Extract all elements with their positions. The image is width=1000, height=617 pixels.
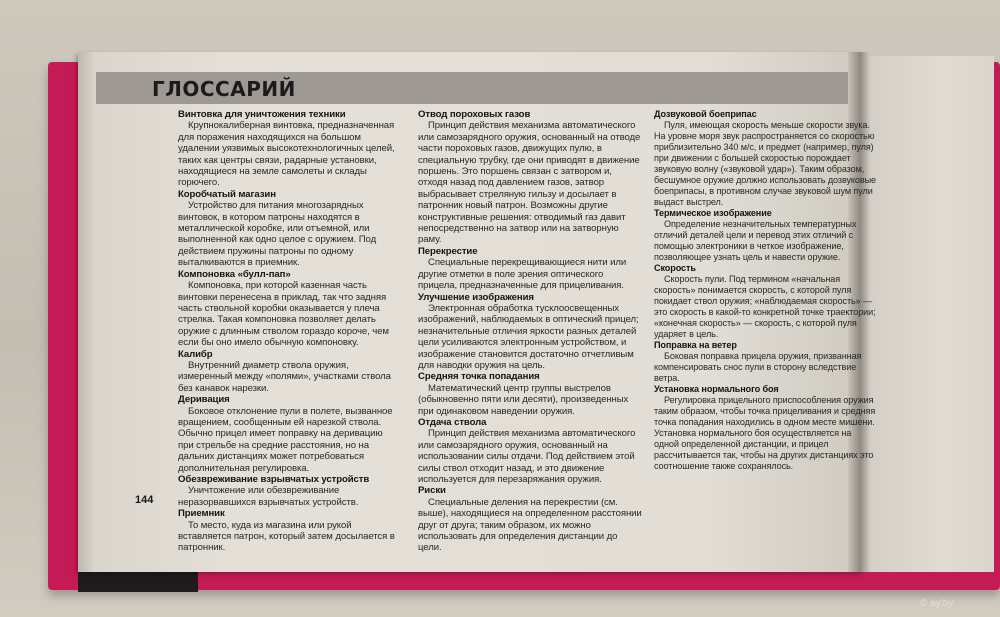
glossary-definition: Специальные деления на перекрестии (см. выше), находящиеся на определенном расстоянии друг от друга; таким образом, их можно использовать для определения дистанции до цели.	[418, 496, 642, 554]
glossary-definition: Специальные перекрещивающиеся нити или другие отметки в поле зрения оптического прицела, предназначенные для прицеливания.	[418, 257, 627, 292]
glossary-definition: Скорость пули. Под термином «начальная скорость» понимается скорость, с которой пуля покидает ствол оружия; «наблюдаемая скорость» — это скорость в какой-то конкретной точке траектории; «конечная скорость» — скорость, с которой пуля ударяет в цель.	[654, 274, 876, 339]
glossary-definition: Определение незначительных температурных отличий деталей цели и перевод этих отличий с помощью электроники в четкое изображение, позволяющее узнать цель и навести оружие.	[654, 219, 857, 262]
glossary-term: Улучшение изображения	[418, 291, 534, 303]
watermark: © ay.by	[920, 598, 954, 609]
glossary-definition: Регулировка прицельного приспособления оружия таким образом, чтобы точка прицеливания и средняя точка попадания находились в одном месте мишени. Установка нормального боя осуществляется на одной определенной дистанции, и прицел рассчитывается так, чтобы на других дистанциях это соотношение также сохранялось.	[654, 395, 876, 471]
page-number: 144	[135, 494, 154, 506]
glossary-term: Скорость	[654, 263, 696, 273]
glossary-term: Поправка на ветер	[654, 340, 737, 350]
glossary-definition: Электронная обработка тусклоосвещенных изображений, наблюдаемых в оптический прицел; незначительные отличия яркости разных деталей цели усиливаются электронным устройством, и изображение становится достаточно отчетливым для наводки оружия на цель.	[418, 302, 639, 371]
glossary-term: Винтовка для уничтожения техники	[178, 109, 346, 120]
glossary-definition: Боковое отклонение пули в полете, вызванное вращением, сообщенным ей нарезкой ствола. Обычно прицел имеет поправку на деривацию при стрельбе на средние расстояния, но на дальних дистанциях может потребоваться дополнительная регулировка.	[178, 405, 393, 474]
glossary-term: Деривация	[178, 394, 230, 406]
glossary-definition: Принцип действия механизма автоматического или самозарядного оружия, основанный на использовании силы отдачи. Под действием этой силы ствол отходит назад, и это движение используется для перезаряжания оружия.	[418, 428, 636, 485]
glossary-term: Обезвреживание взрывчатых устройств	[178, 474, 370, 485]
glossary-definition: Устройство для питания многозарядных винтовок, в котором патроны находятся в металлической коробке, или отъемной, или выполненной как одно целое с оружием. Под действием пружины патроны по одному выталкиваются в приемник.	[178, 200, 377, 269]
page-title: ГЛОССАРИЙ	[152, 77, 296, 101]
glossary-definition: Внутренний диаметр ствола оружия, измеренный между «полями», участками ствола без канавок нарезки.	[178, 359, 391, 394]
glossary-term: Коробчатый магазин	[178, 188, 276, 200]
glossary-term: Средняя точка попадания	[418, 371, 540, 383]
glossary-term: Дозвуковой боеприпас	[654, 109, 757, 119]
glossary-term: Калибр	[178, 348, 213, 360]
glossary-definition: Крупнокалиберная винтовка, предназначенная для поражения находящихся на большом удалении уязвимых высокотехнологичных целей, таких как центры связи, радарные установки, находящиеся на земле самолеты и склады горючего.	[178, 120, 395, 189]
text-column-3	[654, 109, 876, 472]
glossary-term: Отдача ствола	[418, 416, 487, 428]
glossary-definition: Компоновка, при которой казенная часть винтовки перенесена в приклад, так что задняя часть ствольной коробки оказывается у плеча стрелка. Такая компоновка позволяет делать оружие с длинным стволом гораздо короче, чем если бы оно имело обычную компоновку.	[178, 280, 389, 349]
glossary-definition: Математический центр группы выстрелов (обыкновенно пяти или десяти), произведенных при одинаковом наведении оружия.	[418, 382, 629, 417]
text-column-1	[178, 109, 400, 554]
glossary-term: Приемник	[178, 508, 225, 520]
glossary-term: Термическое изображение	[654, 208, 772, 218]
glossary-definition: Боковая поправка прицела оружия, призванная компенсировать снос пули в сторону вследствие ветра.	[654, 351, 862, 383]
glossary-definition: Пуля, имеющая скорость меньше скорости звука. На уровне моря звук распространяется со скоростью приблизительно 340 м/с, и предмет (например, пуля) при движении с большей скоростью порождает звуковую волну («звуковой удар»). Таким образом, бесшумное оружие должно использовать дозвуковые боеприпасы, в противном случае звуковой шум пули выдаст выстрел.	[654, 120, 876, 207]
glossary-definition: То место, куда из магазина или рукой вставляется патрон, который затем досылается в патронник.	[178, 519, 395, 554]
glossary-term: Отвод пороховых газов	[418, 109, 531, 120]
page-stack-edge	[78, 52, 96, 572]
text-column-2	[418, 109, 642, 554]
glossary-term: Перекрестие	[418, 245, 478, 257]
right-page	[866, 56, 994, 572]
glossary-definition: Уничтожение или обезвреживание неразорвавшихся взрывчатых устройств.	[178, 485, 359, 508]
glossary-term: Установка нормального боя	[654, 384, 779, 394]
glossary-definition: Принцип действия механизма автоматического или самозарядного оружия, основанный на отводе части пороховых газов, движущих пулю, в специальную трубку, где они приводят в движение поршень. Это поршень связан с затвором и, отходя назад под давлением газов, затвор выбрасывает стреляную гильзу и досылает в патронник новый патрон. Возможны другие конструктивные решения: отводимый газ давит непосредственно на затвор или на затворную раму.	[418, 120, 641, 246]
glossary-term: Риски	[418, 485, 446, 497]
glossary-term: Компоновка «булл-пап»	[178, 268, 291, 280]
